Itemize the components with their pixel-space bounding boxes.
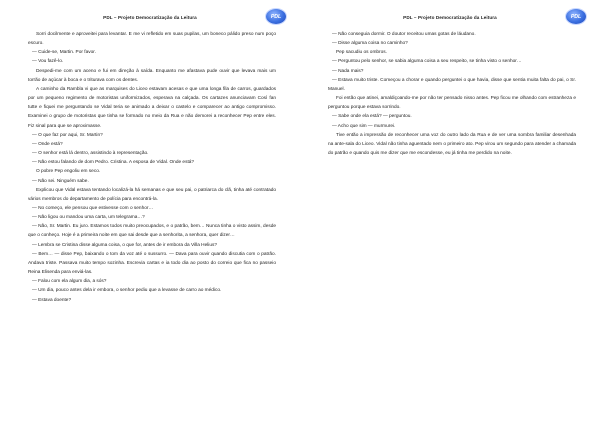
page-body-text [28,30,276,305]
paragraph: Sorri docilmente e aproveitei para levantar. E me vi refletido em suas pupilas, um boneco pálido preso num poço escuro. [28,32,276,47]
dialogue-line: — O senhor está lá dentro, assistindo à representação. [32,151,149,157]
paragraph: Pep sacudiu os ombros. [336,50,387,56]
dialogue-line: — Não sei. Ninguém sabe. [32,178,89,184]
paragraph: A caminho da Rambla vi que as marquises do Liceo estavam acesas e que uma longa fila de carros, guardados por um pequeno regimento de motoristas uniformizados, esperava na calçada. Os cartazes anunciavam Così fan tutte e fiquei me perguntando se Vidal teria se animado a deixar o castelo e comparecer ao antigo compromisso. Examinei o grupo de motoristas que tinha se formado no meio da Rua e não demorei a reconhecer Pep entre eles. Fiz sinal para que se aproximasse. [28,86,276,129]
dialogue-line: — Estava muito triste. Começou a chorar e quando perguntei o que havia, disse que sentia muita falta do pai, o Sr. Manuel. [328,77,576,92]
dialogue-line: — No começo, ele pensou que estivesse com o senhor… [32,205,154,211]
dialogue-line: — Não ligou ou mandou uma carta, um telegrama…? [32,215,145,221]
dialogue-line: — Lembra se Cristina disse alguma coisa, o que for, antes de ir embora da Villa Helius? [32,242,217,248]
page-header: PDL – Projeto Democratização da Leitura [403,15,497,20]
dialogue-line: — Onde está? [32,141,63,147]
dialogue-line: — Acho que sim — murmurei. [332,123,396,129]
dialogue-line: — Não estou falando de dom Pedro. Cristina. A esposa de Vidal. Onde está? [32,160,195,166]
pdl-logo-icon: PDL [266,9,286,24]
paragraph: Explicou que Vidal estava tentando localizá-la há semanas e que seu pai, o patriarca do clã, tinha até contratado vários membros do departamento de polícia para encontrá-la. [28,187,276,202]
dialogue-line: — Estava doente? [32,297,72,303]
pdl-logo-icon: PDL [566,9,586,24]
paragraph: Despedi-me com um aceno e fui em direção à saída. Enquanto me afastava pude ouvir que levava mais um torrão de açúcar à boca e o triturava com os dentes. [28,68,276,83]
dialogue-line: — Disse alguma coisa no caminho? [332,41,408,47]
dialogue-line: — Cuide-se, Martin. Por favor. [32,50,96,56]
dialogue-line: — Não conseguia dormir. O doutor receitou umas gotas de láudano. [332,32,476,37]
dialogue-line: — Bem… — disse Pep, baixando o tom da voz até o sussurro. — Dava para ouvir quando discutia com o patrão. Andava triste. Passava muito tempo sozinha. Escrevia cartas e ia todo dia ao posto do correio que fica no passeio Reina Elisenda para enviá-las. [28,251,276,276]
dialogue-line: — O que faz por aqui, Sr. Martin? [32,132,103,138]
page-body-text [328,30,576,158]
dialogue-line: — Vou fazê-lo. [32,59,64,65]
dialogue-line: — Nada mais? [332,68,364,74]
dialogue-line: — Falou com ela algum dia, a sós? [32,279,107,285]
dialogue-line: — Perguntou pelo senhor, se sabia alguma coisa a seu respeito, se tinha visto o senhor… [332,59,522,65]
paragraph: O pobre Pep engoliu em seco. [36,169,101,175]
right-page [300,0,600,424]
page-header: PDL – Projeto Democratização da Leitura [103,15,197,20]
paragraph: Tive então a impressão de reconhecer uma voz do outro lado da Rua e de ver uma sombra familiar desenhada na ante-sala do Liceo. Vidal não tinha aguentado nem o primeiro ato. Pep virou um segundo para atender a chamada do patrão e quando quis me dizer que me escondesse, eu já tinha me perdido na noite. [328,132,576,157]
paragraph: Foi então que atinei, amaldiçoando-me por não ter pensado nisso antes. Pep ficou me olhando com estranheza e perguntou porque estava sorrindo. [328,96,576,111]
dialogue-line: — Um dia, pouco antes dela ir embora, o senhor pediu que a levasse de carro ao médico. [32,288,222,294]
dialogue-line: — Sabe onde ela está? — perguntou. [332,114,412,120]
dialogue-line: — Não, Sr. Martin. Eu juro. Estamos todos muito preocupados, e o patrão, bem… Nunca tinha o visto assim, desde que o conheço. Hoje é a primeira noite em que sai desde que a senhorita, a senhora, quer dizer… [28,224,276,239]
